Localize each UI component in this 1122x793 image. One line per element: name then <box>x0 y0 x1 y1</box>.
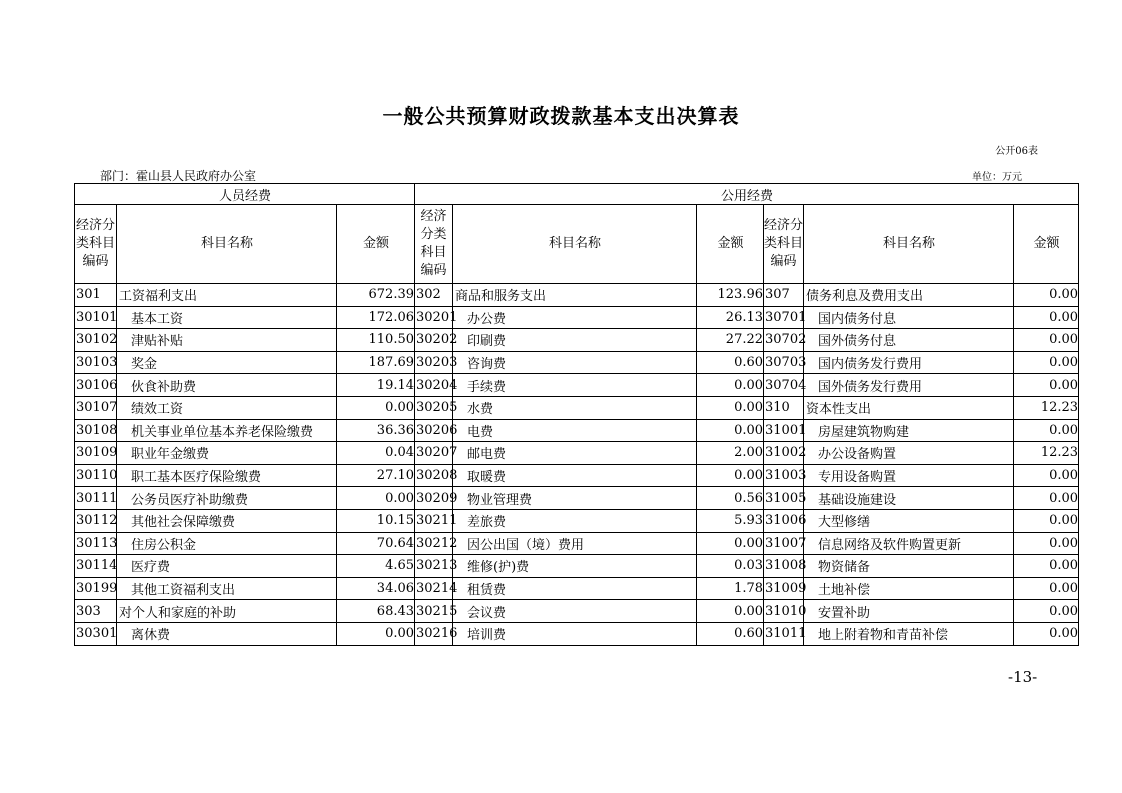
code-cell: 30201 <box>415 306 453 329</box>
code-cell: 30202 <box>415 329 453 352</box>
item-name-cell: 物资储备 <box>804 555 1014 578</box>
amount-cell: 2.00 <box>697 442 764 465</box>
code-cell: 302 <box>415 284 453 307</box>
amount-cell: 0.00 <box>1014 419 1079 442</box>
table-row <box>75 464 1079 487</box>
table-row <box>75 284 1079 307</box>
amount-cell: 0.00 <box>697 532 764 555</box>
amount-cell: 0.00 <box>1014 464 1079 487</box>
code-cell: 30108 <box>75 419 117 442</box>
amount-cell: 0.00 <box>697 396 764 419</box>
item-name-cell: 国外债务付息 <box>804 329 1014 352</box>
amount-cell: 0.00 <box>1014 329 1079 352</box>
item-name-cell: 商品和服务支出 <box>453 284 697 307</box>
code-cell: 30205 <box>415 396 453 419</box>
code-cell: 31003 <box>764 464 804 487</box>
amount-column-header: 金额 <box>1014 205 1079 284</box>
code-cell: 30213 <box>415 555 453 578</box>
amount-cell: 187.69 <box>337 351 415 374</box>
code-cell: 30101 <box>75 306 117 329</box>
code-cell: 31005 <box>764 487 804 510</box>
page-number: -13- <box>1008 668 1038 686</box>
amount-cell: 0.00 <box>697 600 764 623</box>
code-cell: 30209 <box>415 487 453 510</box>
amount-cell: 68.43 <box>337 600 415 623</box>
amount-cell: 0.00 <box>1014 374 1079 397</box>
code-cell: 30109 <box>75 442 117 465</box>
code-cell: 30112 <box>75 509 117 532</box>
amount-cell: 70.64 <box>337 532 415 555</box>
amount-cell: 27.10 <box>337 464 415 487</box>
amount-cell: 0.00 <box>1014 532 1079 555</box>
amount-cell: 36.36 <box>337 419 415 442</box>
table-row <box>75 351 1079 374</box>
code-cell: 30704 <box>764 374 804 397</box>
amount-column-header: 金额 <box>337 205 415 284</box>
table-body <box>75 284 1079 646</box>
item-name-cell: 大型修缮 <box>804 509 1014 532</box>
item-name-cell: 专用设备购置 <box>804 464 1014 487</box>
code-column-header: 经济分类科目编码 <box>764 205 804 284</box>
amount-cell: 0.00 <box>337 622 415 645</box>
code-cell: 30301 <box>75 622 117 645</box>
code-cell: 301 <box>75 284 117 307</box>
item-name-cell: 其他工资福利支出 <box>117 577 337 600</box>
amount-cell: 0.00 <box>1014 622 1079 645</box>
item-name-cell: 会议费 <box>453 600 697 623</box>
table-row <box>75 442 1079 465</box>
unit-label: 单位：万元 <box>972 172 1022 183</box>
table-row <box>75 532 1079 555</box>
table-row <box>75 374 1079 397</box>
amount-cell: 0.00 <box>1014 306 1079 329</box>
code-cell: 30113 <box>75 532 117 555</box>
code-cell: 31010 <box>764 600 804 623</box>
item-name-cell: 取暖费 <box>453 464 697 487</box>
code-cell: 30702 <box>764 329 804 352</box>
item-name-cell: 咨询费 <box>453 351 697 374</box>
amount-cell: 4.65 <box>337 555 415 578</box>
code-cell: 31002 <box>764 442 804 465</box>
item-name-cell: 离休费 <box>117 622 337 645</box>
item-name-cell: 信息网络及软件购置更新 <box>804 532 1014 555</box>
code-cell: 30701 <box>764 306 804 329</box>
amount-cell: 27.22 <box>697 329 764 352</box>
item-name-cell: 办公设备购置 <box>804 442 1014 465</box>
item-name-cell: 物业管理费 <box>453 487 697 510</box>
item-name-cell: 维修(护)费 <box>453 555 697 578</box>
code-cell: 30107 <box>75 396 117 419</box>
amount-cell: 0.00 <box>697 419 764 442</box>
item-name-cell: 培训费 <box>453 622 697 645</box>
item-name-cell: 机关事业单位基本养老保险缴费 <box>117 419 337 442</box>
amount-cell: 0.00 <box>1014 577 1079 600</box>
item-name-cell: 职业年金缴费 <box>117 442 337 465</box>
item-name-cell: 水费 <box>453 396 697 419</box>
amount-cell: 0.00 <box>1014 509 1079 532</box>
code-cell: 30114 <box>75 555 117 578</box>
amount-cell: 0.03 <box>697 555 764 578</box>
item-name-cell: 差旅费 <box>453 509 697 532</box>
table-row <box>75 396 1079 419</box>
item-name-cell: 基本工资 <box>117 306 337 329</box>
item-name-cell: 奖金 <box>117 351 337 374</box>
amount-cell: 34.06 <box>337 577 415 600</box>
item-name-cell: 租赁费 <box>453 577 697 600</box>
code-cell: 31009 <box>764 577 804 600</box>
code-cell: 30208 <box>415 464 453 487</box>
item-name-cell: 国内债务付息 <box>804 306 1014 329</box>
page-title: 一般公共预算财政拨款基本支出决算表 <box>382 104 740 128</box>
amount-cell: 0.00 <box>1014 600 1079 623</box>
code-cell: 30110 <box>75 464 117 487</box>
amount-cell: 123.96 <box>697 284 764 307</box>
amount-cell: 10.15 <box>337 509 415 532</box>
item-name-cell: 土地补偿 <box>804 577 1014 600</box>
item-name-cell: 国外债务发行费用 <box>804 374 1014 397</box>
item-name-cell: 职工基本医疗保险缴费 <box>117 464 337 487</box>
amount-cell: 0.00 <box>697 374 764 397</box>
name-column-header: 科目名称 <box>117 205 337 284</box>
item-name-cell: 对个人和家庭的补助 <box>117 600 337 623</box>
table-row <box>75 509 1079 532</box>
code-cell: 31006 <box>764 509 804 532</box>
amount-cell: 0.00 <box>337 396 415 419</box>
item-name-cell: 基础设施建设 <box>804 487 1014 510</box>
code-cell: 31008 <box>764 555 804 578</box>
amount-cell: 26.13 <box>697 306 764 329</box>
code-cell: 30203 <box>415 351 453 374</box>
code-cell: 30211 <box>415 509 453 532</box>
code-cell: 30111 <box>75 487 117 510</box>
item-name-cell: 地上附着物和青苗补偿 <box>804 622 1014 645</box>
item-name-cell: 印刷费 <box>453 329 697 352</box>
expenditure-table <box>74 183 1079 646</box>
amount-cell: 0.56 <box>697 487 764 510</box>
item-name-cell: 资本性支出 <box>804 396 1014 419</box>
name-column-header: 科目名称 <box>453 205 697 284</box>
amount-cell: 110.50 <box>337 329 415 352</box>
item-name-cell: 住房公积金 <box>117 532 337 555</box>
amount-cell: 19.14 <box>337 374 415 397</box>
code-cell: 30216 <box>415 622 453 645</box>
amount-cell: 0.04 <box>337 442 415 465</box>
code-cell: 30199 <box>75 577 117 600</box>
item-name-cell: 安置补助 <box>804 600 1014 623</box>
code-cell: 30204 <box>415 374 453 397</box>
table-row <box>75 329 1079 352</box>
personnel-group-header: 人员经费 <box>75 184 415 205</box>
code-cell: 31001 <box>764 419 804 442</box>
amount-cell: 0.00 <box>1014 284 1079 307</box>
item-name-cell: 其他社会保障缴费 <box>117 509 337 532</box>
amount-cell: 0.00 <box>697 464 764 487</box>
amount-cell: 5.93 <box>697 509 764 532</box>
item-name-cell: 邮电费 <box>453 442 697 465</box>
code-cell: 30206 <box>415 419 453 442</box>
code-cell: 30214 <box>415 577 453 600</box>
item-name-cell: 因公出国（境）费用 <box>453 532 697 555</box>
item-name-cell: 电费 <box>453 419 697 442</box>
code-cell: 31011 <box>764 622 804 645</box>
code-cell: 303 <box>75 600 117 623</box>
amount-cell: 0.00 <box>1014 351 1079 374</box>
table-row <box>75 487 1079 510</box>
item-name-cell: 国内债务发行费用 <box>804 351 1014 374</box>
amount-cell: 12.23 <box>1014 442 1079 465</box>
table-row <box>75 555 1079 578</box>
item-name-cell: 手续费 <box>453 374 697 397</box>
code-cell: 31007 <box>764 532 804 555</box>
item-name-cell: 公务员医疗补助缴费 <box>117 487 337 510</box>
code-cell: 30212 <box>415 532 453 555</box>
code-cell: 310 <box>764 396 804 419</box>
code-cell: 30703 <box>764 351 804 374</box>
name-column-header: 科目名称 <box>804 205 1014 284</box>
table-row <box>75 577 1079 600</box>
item-name-cell: 伙食补助费 <box>117 374 337 397</box>
amount-cell: 0.00 <box>1014 487 1079 510</box>
item-name-cell: 绩效工资 <box>117 396 337 419</box>
code-cell: 30102 <box>75 329 117 352</box>
amount-cell: 12.23 <box>1014 396 1079 419</box>
code-cell: 30106 <box>75 374 117 397</box>
amount-cell: 0.00 <box>1014 555 1079 578</box>
item-name-cell: 工资福利支出 <box>117 284 337 307</box>
amount-column-header: 金额 <box>697 205 764 284</box>
amount-cell: 672.39 <box>337 284 415 307</box>
form-code: 公开06表 <box>995 146 1038 157</box>
amount-cell: 0.60 <box>697 351 764 374</box>
item-name-cell: 房屋建筑物购建 <box>804 419 1014 442</box>
item-name-cell: 医疗费 <box>117 555 337 578</box>
code-column-header: 经济分类科目编码 <box>75 205 117 284</box>
item-name-cell: 债务利息及费用支出 <box>804 284 1014 307</box>
code-cell: 30207 <box>415 442 453 465</box>
code-cell: 307 <box>764 284 804 307</box>
table-row <box>75 600 1079 623</box>
item-name-cell: 津贴补贴 <box>117 329 337 352</box>
amount-cell: 0.60 <box>697 622 764 645</box>
item-name-cell: 办公费 <box>453 306 697 329</box>
amount-cell: 1.78 <box>697 577 764 600</box>
code-cell: 30215 <box>415 600 453 623</box>
code-column-header: 经济分类科目编码 <box>415 205 453 284</box>
table-row <box>75 622 1079 645</box>
table-row <box>75 419 1079 442</box>
department-label: 部门：霍山县人民政府办公室 <box>100 169 257 183</box>
code-cell: 30103 <box>75 351 117 374</box>
amount-cell: 0.00 <box>337 487 415 510</box>
amount-cell: 172.06 <box>337 306 415 329</box>
table-row <box>75 306 1079 329</box>
public-group-header: 公用经费 <box>415 184 1079 205</box>
